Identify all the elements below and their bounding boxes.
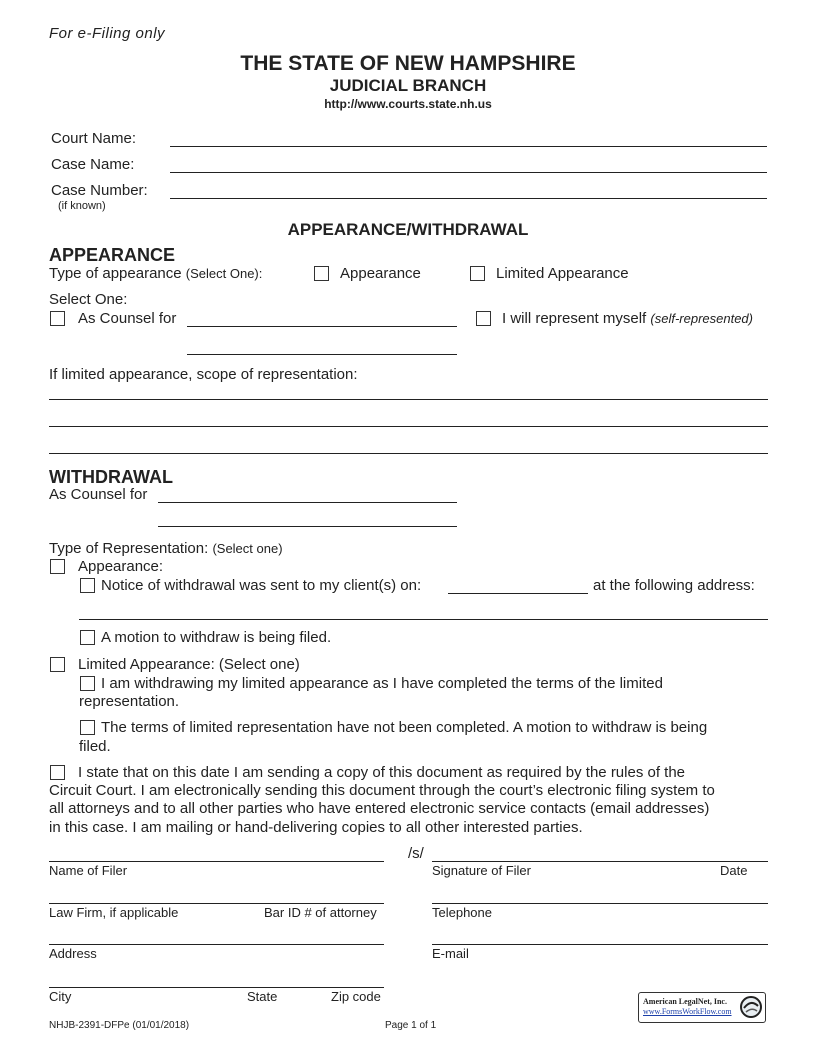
case-number-label: Case Number: xyxy=(51,182,148,199)
withdrawal-counsel-field-2[interactable] xyxy=(158,526,457,527)
court-name-label: Court Name: xyxy=(51,130,137,147)
self-represent-checkbox[interactable] xyxy=(476,311,491,326)
zip-label: Zip code xyxy=(331,989,381,1004)
law-firm-field[interactable] xyxy=(49,903,384,904)
scope-label: If limited appearance, scope of representation: xyxy=(49,366,358,383)
certification-line2: Circuit Court. I am electronically sending this document through the court’s electronic filing system to xyxy=(49,782,715,799)
appearance-type-label: Type of appearance (Select One): xyxy=(49,265,263,282)
city-state-zip-field[interactable] xyxy=(49,987,384,988)
email-label: E-mail xyxy=(432,946,469,961)
select-one-label: Select One: xyxy=(49,291,128,308)
appearance-option-label: Appearance xyxy=(340,265,421,282)
globe-icon xyxy=(739,995,763,1019)
case-name-label: Case Name: xyxy=(51,156,135,173)
limited-appearance-checkbox[interactable] xyxy=(470,266,485,281)
case-name-field[interactable] xyxy=(170,172,767,173)
certification-line3: all attorneys and to all other parties who have entered electronic service contacts (email addresses) xyxy=(49,800,710,817)
withdraw-appearance-label: Appearance: xyxy=(78,558,164,575)
telephone-label: Telephone xyxy=(432,905,492,920)
certification-line4: in this case. I am mailing or hand-delivering copies to all other interested parties. xyxy=(49,819,583,836)
page-number: Page 1 of 1 xyxy=(385,1020,437,1031)
as-counsel-checkbox[interactable] xyxy=(50,311,65,326)
courts-url: http://www.courts.state.nh.us xyxy=(324,97,492,111)
signature-mark: /s/ xyxy=(408,845,424,862)
withdraw-limited-checkbox[interactable] xyxy=(50,657,65,672)
signature-of-filer-label: Signature of Filer xyxy=(432,863,531,878)
limited-not-completed-checkbox[interactable] xyxy=(80,720,95,735)
notice-date-field[interactable] xyxy=(448,593,588,594)
withdrawal-heading: WITHDRAWAL xyxy=(49,467,173,487)
limited-completed-checkbox[interactable] xyxy=(80,676,95,691)
withdrawal-counsel-label: As Counsel for xyxy=(49,486,148,503)
form-id: NHJB-2391-DFPe (01/01/2018) xyxy=(49,1020,190,1031)
certification-line1: I state that on this date I am sending a copy of this document as required by the rules of the xyxy=(78,764,686,781)
limited-not-completed-line1: The terms of limited representation have not been completed. A motion to withdraw is being xyxy=(101,719,708,736)
logo-company: American LegalNet, Inc. xyxy=(643,997,727,1006)
limited-not-completed-line2: filed. xyxy=(79,738,111,755)
scope-line-3[interactable] xyxy=(49,453,768,454)
motion-label: A motion to withdraw is being filed. xyxy=(101,629,332,646)
motion-checkbox[interactable] xyxy=(80,630,95,645)
representation-type-label: Type of Representation: (Select one) xyxy=(49,540,283,557)
withdraw-limited-label: Limited Appearance: (Select one) xyxy=(78,656,300,673)
address-field[interactable] xyxy=(49,944,384,945)
branch-title: JUDICIAL BRANCH xyxy=(329,76,487,95)
withdraw-appearance-checkbox[interactable] xyxy=(50,559,65,574)
logo-url: www.FormsWorkFlow.com xyxy=(643,1007,732,1016)
limited-completed-line1: I am withdrawing my limited appearance as I have completed the terms of the limited xyxy=(101,675,663,692)
as-counsel-field[interactable] xyxy=(187,326,457,327)
telephone-field[interactable] xyxy=(432,903,768,904)
address-label: Address xyxy=(49,946,97,961)
withdrawal-counsel-field[interactable] xyxy=(158,502,457,503)
bar-id-label: Bar ID # of attorney xyxy=(264,905,377,920)
client-address-field[interactable] xyxy=(79,619,768,620)
publisher-logo xyxy=(638,992,766,1023)
limited-appearance-option-label: Limited Appearance xyxy=(496,265,629,282)
appearance-checkbox[interactable] xyxy=(314,266,329,281)
as-counsel-label: As Counsel for xyxy=(78,310,177,327)
self-represent-label: I will represent myself (self-represented) xyxy=(502,310,753,327)
notice-checkbox[interactable] xyxy=(80,578,95,593)
notice-label: Notice of withdrawal was sent to my client(s) on: xyxy=(101,577,422,594)
state-label: State xyxy=(247,989,278,1004)
court-name-field[interactable] xyxy=(170,146,767,147)
date-label: Date xyxy=(720,863,748,878)
form-title: APPEARANCE/WITHDRAWAL xyxy=(287,220,529,239)
scope-line-1[interactable] xyxy=(49,399,768,400)
email-field[interactable] xyxy=(432,944,768,945)
appearance-heading: APPEARANCE xyxy=(49,245,176,265)
certification-checkbox[interactable] xyxy=(50,765,65,780)
city-label: City xyxy=(49,989,72,1004)
state-title: THE STATE OF NEW HAMPSHIRE xyxy=(240,52,576,75)
following-address-label: at the following address: xyxy=(593,577,755,594)
limited-completed-line2: representation. xyxy=(79,693,180,710)
if-known-note: (if known) xyxy=(58,200,106,212)
law-firm-label: Law Firm, if applicable xyxy=(49,905,179,920)
scope-line-2[interactable] xyxy=(49,426,768,427)
as-counsel-field-2[interactable] xyxy=(187,354,457,355)
filer-name-field[interactable] xyxy=(49,861,384,862)
filer-signature-field[interactable] xyxy=(432,861,768,862)
name-of-filer-label: Name of Filer xyxy=(49,863,128,878)
case-number-field[interactable] xyxy=(170,198,767,199)
efiling-note: For e-Filing only xyxy=(49,25,166,42)
